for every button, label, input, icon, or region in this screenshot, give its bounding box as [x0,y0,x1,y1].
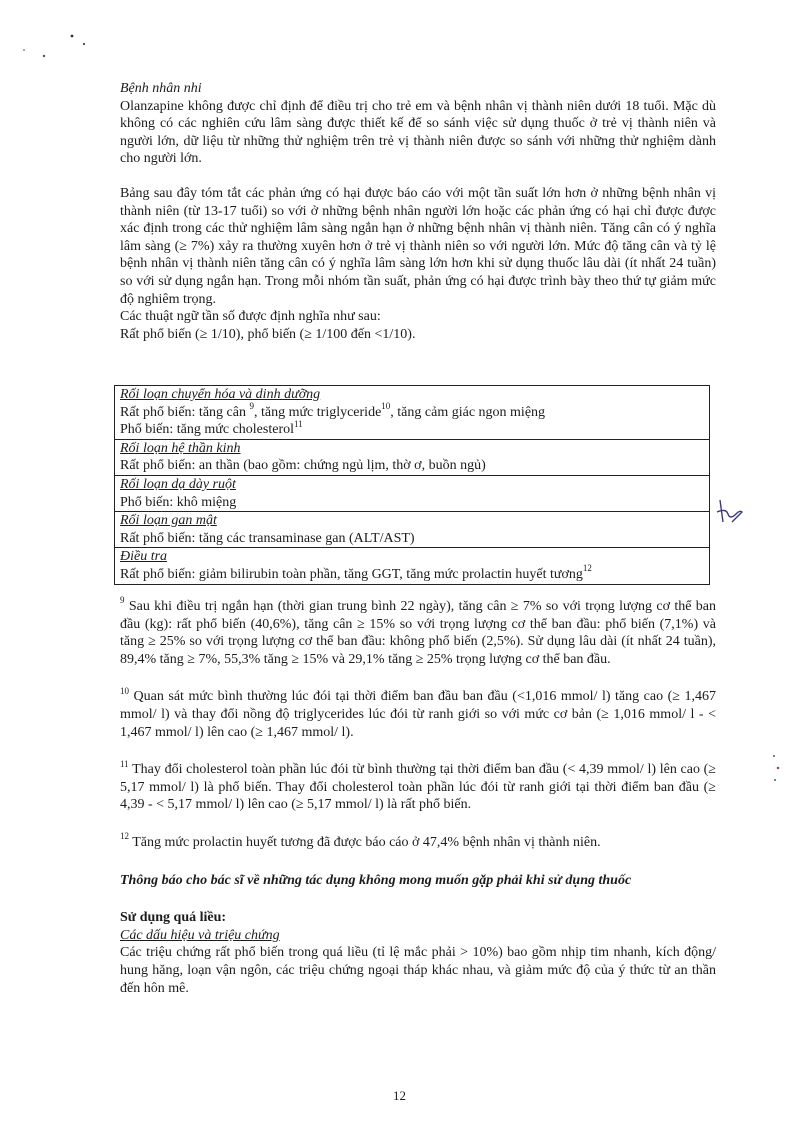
cell-line: Rất phổ biến: giảm bilirubin toàn phần, tăng GGT, tăng mức prolactin huyết tương$^{12}$ [120,563,592,582]
frequency-intro: Các thuật ngữ tần số được định nghĩa như sau: [120,309,381,325]
cell-line: Rất phổ biến: tăng các transaminase gan (ALT/AST) [120,530,415,546]
category-heading: Rối loạn chuyển hóa và dinh dưỡng [120,387,321,402]
handwritten-initial-mark [714,496,748,530]
footnote-12: $^{12}$ Tăng mức prolactin huyết tương đã được báo cáo ở 47,4% bệnh nhân vị thành niên. [120,831,601,850]
footnote-11: $^{11}$ Thay đổi cholesterol toàn phần lúc đói từ bình thường tại thời điểm ban đầu (< 4,39 mmol/ l) lên cao (≥ 5,17 mmol/ l) là phổ biến. Thay đổi cholesterol toàn phần lúc đói từ ranh giới tại thời điểm ban đầu (≥ 4,39 - < 5,17 mmol/ l) lên cao (≥ 5,17 mmol/ l) là rất phổ biến. [120,758,716,813]
table-row [115,439,710,475]
adverse-reactions-table [114,385,710,585]
table-row [115,386,710,440]
table-row [115,548,710,584]
pediatric-paragraph-2: Bảng sau đây tóm tắt các phản ứng có hại được báo cáo với một tần suất lớn hơn ở những bệnh nhân vị thành niên (từ 13-17 tuổi) so với ở những bệnh nhân người lớn hoặc các phản ứng có hại chỉ được được xác định trong các thử nghiệm lâm sàng ngắn hạn ở những bệnh nhân vị thành niên. Tăng cân có ý nghĩa lâm sàng (≥ 7%) xảy ra thường xuyên hơn ở trẻ vị thành niên so với người lớn. Mức độ tăng cân và tỷ lệ bệnh nhân vị thành niên tăng cân có ý nghĩa lâm sàng lớn hơn khi sử dụng thuốc lâu dài (ít nhất 24 tuần) so với sử dụng ngắn hạn. Trong mỗi nhóm tần suất, phản ứng có hại được trình bày theo thứ tự giảm mức độ nghiêm trọng. [120,185,716,307]
cell-line: Rất phổ biến: tăng cân $^9$, tăng mức triglyceride$^{10}$, tăng cảm giác ngon miệng [120,400,546,420]
overdose-heading: Sử dụng quá liều: [120,910,227,926]
category-heading: Rối loạn hệ thần kinh [120,440,241,456]
scan-speck-mark [14,30,94,70]
cell-line: Phổ biến: tăng mức cholesterol$^{11}$ [120,418,303,438]
cell-line: Rất phổ biến: an thần (bao gồm: chứng ngủ lịm, thờ ơ, buồn ngủ) [120,458,486,474]
main-content [120,80,716,343]
overdose-text: Các triệu chứng rất phổ biến trong quá liều (tỉ lệ mắc phải > 10%) bao gồm nhịp tim nhanh, kích động/ hung hăng, loạn vận ngôn, các triệu chứng ngoại tháp khác nhau, và giảm mức độ của ý thức từ an thần đến hôn mê. [120,945,716,996]
table-row [115,475,710,511]
footnote-9: $^9$ Sau khi điều trị ngắn hạn (thời gian trung bình 22 ngày), tăng cân ≥ 7% so với trọng lượng cơ thể ban đầu (kg): rất phổ biến (40,6%), tăng cân ≥ 15% so với trọng lượng cơ thể ban đầu: phổ biến (7,1%) và tăng ≥ 25% so với trọng lượng cơ thể ban đầu: không phổ biến (2,5%). Sử dụng lâu dài (ít nhất 24 tuần), 89,4% tăng ≥ 7%, 55,3% tăng ≥ 15% và 29,1% tăng ≥ 25% trọng lượng cơ thể ban đầu. [120,595,716,667]
physician-notice-heading: Thông báo cho bác sĩ về những tác dụng không mong muốn gặp phải khi sử dụng thuốc [120,872,632,888]
pediatric-heading: Bệnh nhân nhi [120,81,202,96]
pediatric-paragraph-1: Olanzapine không được chỉ định để điều trị cho trẻ em và bệnh nhân vị thành niên dưới 18 tuổi. Mặc dù không có các nghiên cứu lâm sàng được thiết kế để so sánh việc sử dụng thuốc ở trẻ vị thành niên và người lớn, dữ liệu từ những thử nghiệm trên trẻ vị thành niên được so sánh với những thử nghiệm dành cho người lớn. [120,98,716,167]
category-heading: Điều tra [120,549,168,565]
scan-speck-right [770,750,784,790]
table-row [115,512,710,548]
footnotes-section [120,595,716,997]
page-number: 12 [393,1088,406,1103]
overdose-subheading: Các dấu hiệu và triệu chứng [120,927,280,943]
cell-line: Phổ biến: khô miệng [120,494,237,510]
frequency-definition: Rất phổ biến (≥ 1/10), phổ biến (≥ 1/100 đến <1/10). [120,326,416,342]
category-heading: Rối loạn dạ dày ruột [120,476,236,492]
footnote-10: $^{10}$ Quan sát mức bình thường lúc đói tại thời điểm ban đầu ban đầu (<1,016 mmol/ l) tăng cao (≥ 1,467 mmol/ l) và thay đổi nồng độ triglycerides lúc đói từ ranh giới so với mức cơ bản (≥ 1,016 mmol/ l - < 1,467 mmol/ l) lên cao (≥ 1,467 mmol/ l). [120,685,716,740]
category-heading: Rối loạn gan mật [120,513,217,529]
